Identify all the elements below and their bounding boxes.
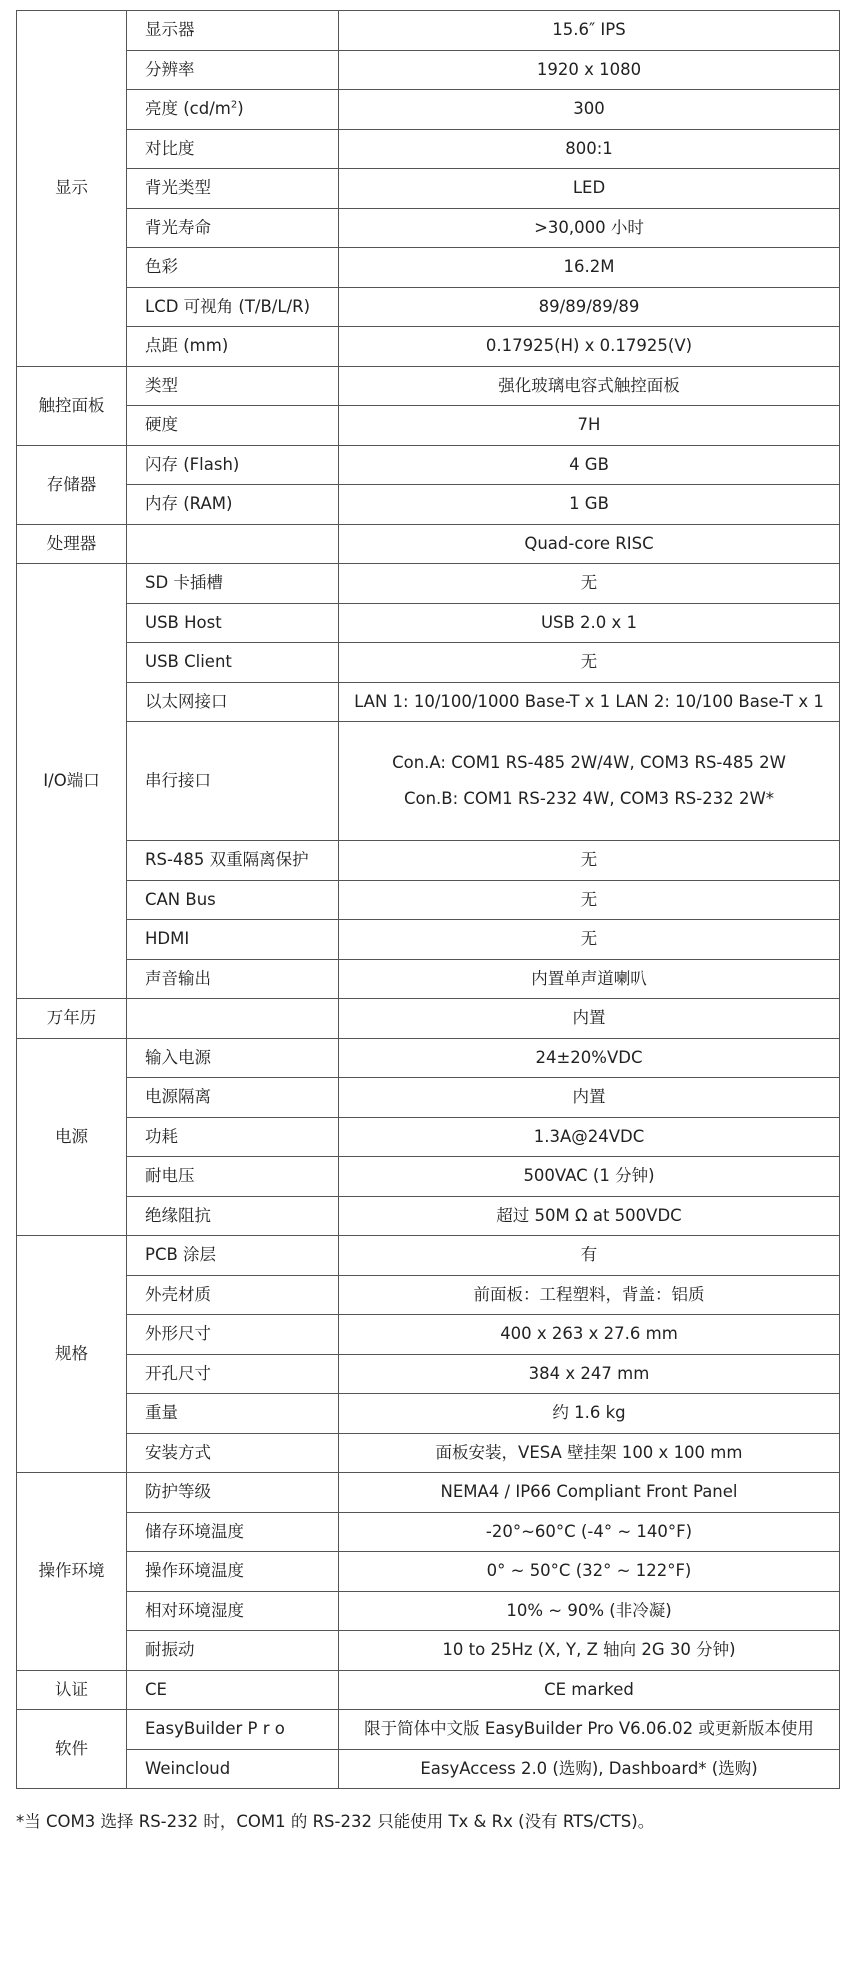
item-label-cell: 操作环境温度: [127, 1552, 339, 1592]
spec-row: [17, 920, 840, 960]
value-cell: 内置单声道喇叭: [339, 959, 840, 999]
spec-table: [16, 10, 840, 1789]
item-label-cell: 闪存 (Flash): [127, 445, 339, 485]
spec-row: [17, 406, 840, 446]
value-cell: 1 GB: [339, 485, 840, 525]
value-cell: 16.2M: [339, 248, 840, 288]
value-cell: 0° ~ 50°C (32° ~ 122°F): [339, 1552, 840, 1592]
value-cell: 强化玻璃电容式触控面板: [339, 366, 840, 406]
spec-row: [17, 1315, 840, 1355]
spec-row: [17, 1591, 840, 1631]
value-cell: 10% ~ 90% (非冷凝): [339, 1591, 840, 1631]
item-label-cell: 耐振动: [127, 1631, 339, 1671]
value-cell: 限于简体中文版 EasyBuilder Pro V6.06.02 或更新版本使用: [339, 1710, 840, 1750]
value-cell: 15.6″ IPS: [339, 11, 840, 51]
spec-row: [17, 603, 840, 643]
spec-row: [17, 169, 840, 209]
item-label-cell: 开孔尺寸: [127, 1354, 339, 1394]
value-cell: USB 2.0 x 1: [339, 603, 840, 643]
spec-row: [17, 524, 840, 564]
value-cell: 内置: [339, 999, 840, 1039]
value-cell: Quad-core RISC: [339, 524, 840, 564]
value-cell: 4 GB: [339, 445, 840, 485]
item-label-cell: LCD 可视角 (T/B/L/R): [127, 287, 339, 327]
item-label-cell: USB Host: [127, 603, 339, 643]
spec-row: [17, 1433, 840, 1473]
category-cell: 认证: [17, 1670, 127, 1710]
item-label-cell: 以太网接口: [127, 682, 339, 722]
item-label-cell: [127, 524, 339, 564]
spec-row: [17, 1749, 840, 1789]
spec-row: [17, 880, 840, 920]
spec-row: [17, 1394, 840, 1434]
value-cell: 400 x 263 x 27.6 mm: [339, 1315, 840, 1355]
item-label-cell: HDMI: [127, 920, 339, 960]
spec-row: [17, 959, 840, 999]
item-label-cell: 储存环境温度: [127, 1512, 339, 1552]
item-label-cell: SD 卡插槽: [127, 564, 339, 604]
spec-row: [17, 287, 840, 327]
item-label-cell: 绝缘阻抗: [127, 1196, 339, 1236]
category-cell: 规格: [17, 1236, 127, 1473]
item-label-cell: 外形尺寸: [127, 1315, 339, 1355]
item-label-cell: 背光寿命: [127, 208, 339, 248]
value-cell: 前面板：工程塑料，背盖：铝质: [339, 1275, 840, 1315]
item-label-text: 亮度 (cd/m: [145, 99, 231, 119]
spec-row: [17, 1117, 840, 1157]
spec-row: [17, 1670, 840, 1710]
category-cell: 电源: [17, 1038, 127, 1236]
spec-row: [17, 682, 840, 722]
spec-row: [17, 1038, 840, 1078]
item-label-cell: CAN Bus: [127, 880, 339, 920]
value-cell: 89/89/89/89: [339, 287, 840, 327]
item-label-cell: 相对环境湿度: [127, 1591, 339, 1631]
value-cell: 300: [339, 90, 840, 130]
item-label-cell: EasyBuilder P r o: [127, 1710, 339, 1750]
spec-row: [17, 1196, 840, 1236]
value-cell: 超过 50M Ω at 500VDC: [339, 1196, 840, 1236]
value-cell: 384 x 247 mm: [339, 1354, 840, 1394]
item-label-cell: 色彩: [127, 248, 339, 288]
value-cell: LAN 1: 10/100/1000 Base-T x 1 LAN 2: 10/100 Base-T x 1: [339, 682, 840, 722]
value-cell: 有: [339, 1236, 840, 1276]
spec-row: [17, 1236, 840, 1276]
value-cell: 800:1: [339, 129, 840, 169]
spec-row: [17, 485, 840, 525]
category-cell: I/O端口: [17, 564, 127, 999]
value-cell: 1.3A@24VDC: [339, 1117, 840, 1157]
item-label-cell: USB Client: [127, 643, 339, 683]
item-label-cell: 功耗: [127, 1117, 339, 1157]
value-cell: 面板安装，VESA 壁挂架 100 x 100 mm: [339, 1433, 840, 1473]
spec-row: [17, 1473, 840, 1513]
spec-row: [17, 1275, 840, 1315]
item-label-cell: 电源隔离: [127, 1078, 339, 1118]
item-label-cell: 声音输出: [127, 959, 339, 999]
spec-row: [17, 1552, 840, 1592]
value-cell: 24±20%VDC: [339, 1038, 840, 1078]
item-label-cell: 显示器: [127, 11, 339, 51]
item-label-cell: 点距 (mm): [127, 327, 339, 367]
category-cell: 触控面板: [17, 366, 127, 445]
value-cell: 无: [339, 920, 840, 960]
value-cell: 0.17925(H) x 0.17925(V): [339, 327, 840, 367]
value-cell: 无: [339, 841, 840, 881]
spec-row: [17, 11, 840, 51]
spec-row: [17, 722, 840, 841]
spec-row: [17, 327, 840, 367]
item-label-cell: 外壳材质: [127, 1275, 339, 1315]
item-label-cell: 分辨率: [127, 50, 339, 90]
category-cell: 万年历: [17, 999, 127, 1039]
category-cell: 处理器: [17, 524, 127, 564]
value-cell: LED: [339, 169, 840, 209]
value-cell: 10 to 25Hz (X, Y, Z 轴向 2G 30 分钟): [339, 1631, 840, 1671]
category-cell: 存储器: [17, 445, 127, 524]
item-label-tail: ): [237, 99, 244, 119]
value-cell: [339, 722, 840, 841]
spec-row: [17, 50, 840, 90]
item-label-cell: 防护等级: [127, 1473, 339, 1513]
item-label-cell: [127, 90, 339, 130]
spec-row: [17, 1631, 840, 1671]
spec-row: [17, 129, 840, 169]
item-label-cell: 背光类型: [127, 169, 339, 209]
spec-row: [17, 1157, 840, 1197]
category-cell: 操作环境: [17, 1473, 127, 1671]
value-cell: 无: [339, 564, 840, 604]
item-label-cell: 类型: [127, 366, 339, 406]
value-cell: 1920 x 1080: [339, 50, 840, 90]
spec-row: [17, 564, 840, 604]
spec-row: [17, 1354, 840, 1394]
spec-row: [17, 1512, 840, 1552]
category-cell: 软件: [17, 1710, 127, 1789]
item-label-cell: 硬度: [127, 406, 339, 446]
item-label-cell: PCB 涂层: [127, 1236, 339, 1276]
value-cell: 7H: [339, 406, 840, 446]
item-label-cell: 串行接口: [127, 722, 339, 841]
value-line: Con.B: COM1 RS-232 4W, COM3 RS-232 2W*: [403, 789, 775, 808]
value-cell: 无: [339, 643, 840, 683]
item-label-cell: 安装方式: [127, 1433, 339, 1473]
item-label-cell: 耐电压: [127, 1157, 339, 1197]
item-label-cell: CE: [127, 1670, 339, 1710]
category-cell: 显示: [17, 11, 127, 367]
spec-row: [17, 841, 840, 881]
item-label-cell: RS-485 双重隔离保护: [127, 841, 339, 881]
value-cell: 无: [339, 880, 840, 920]
spec-row: [17, 90, 840, 130]
spec-row: [17, 445, 840, 485]
item-label-superscript: 2: [230, 99, 238, 111]
spec-row: [17, 248, 840, 288]
value-cell: EasyAccess 2.0 (选购), Dashboard* (选购): [339, 1749, 840, 1789]
value-line: Con.A: COM1 RS-485 2W/4W, COM3 RS-485 2W: [392, 753, 786, 772]
item-label-cell: 对比度: [127, 129, 339, 169]
value-cell: -20°~60°C (-4° ~ 140°F): [339, 1512, 840, 1552]
spec-row: [17, 999, 840, 1039]
spec-row: [17, 1710, 840, 1750]
spec-table-body: [17, 11, 840, 1789]
value-cell: CE marked: [339, 1670, 840, 1710]
item-label-cell: 内存 (RAM): [127, 485, 339, 525]
value-cell: >30,000 小时: [339, 208, 840, 248]
spec-row: [17, 208, 840, 248]
footnote: *当 COM3 选择 RS-232 时，COM1 的 RS-232 只能使用 Tx & Rx (没有 RTS/CTS)。: [16, 1812, 655, 1831]
item-label-cell: 重量: [127, 1394, 339, 1434]
item-label-cell: 输入电源: [127, 1038, 339, 1078]
value-cell: 内置: [339, 1078, 840, 1118]
spec-row: [17, 1078, 840, 1118]
item-label-cell: Weincloud: [127, 1749, 339, 1789]
value-cell: 500VAC (1 分钟): [339, 1157, 840, 1197]
value-cell: 约 1.6 kg: [339, 1394, 840, 1434]
spec-row: [17, 366, 840, 406]
value-cell: NEMA4 / IP66 Compliant Front Panel: [339, 1473, 840, 1513]
item-label-cell: [127, 999, 339, 1039]
spec-row: [17, 643, 840, 683]
